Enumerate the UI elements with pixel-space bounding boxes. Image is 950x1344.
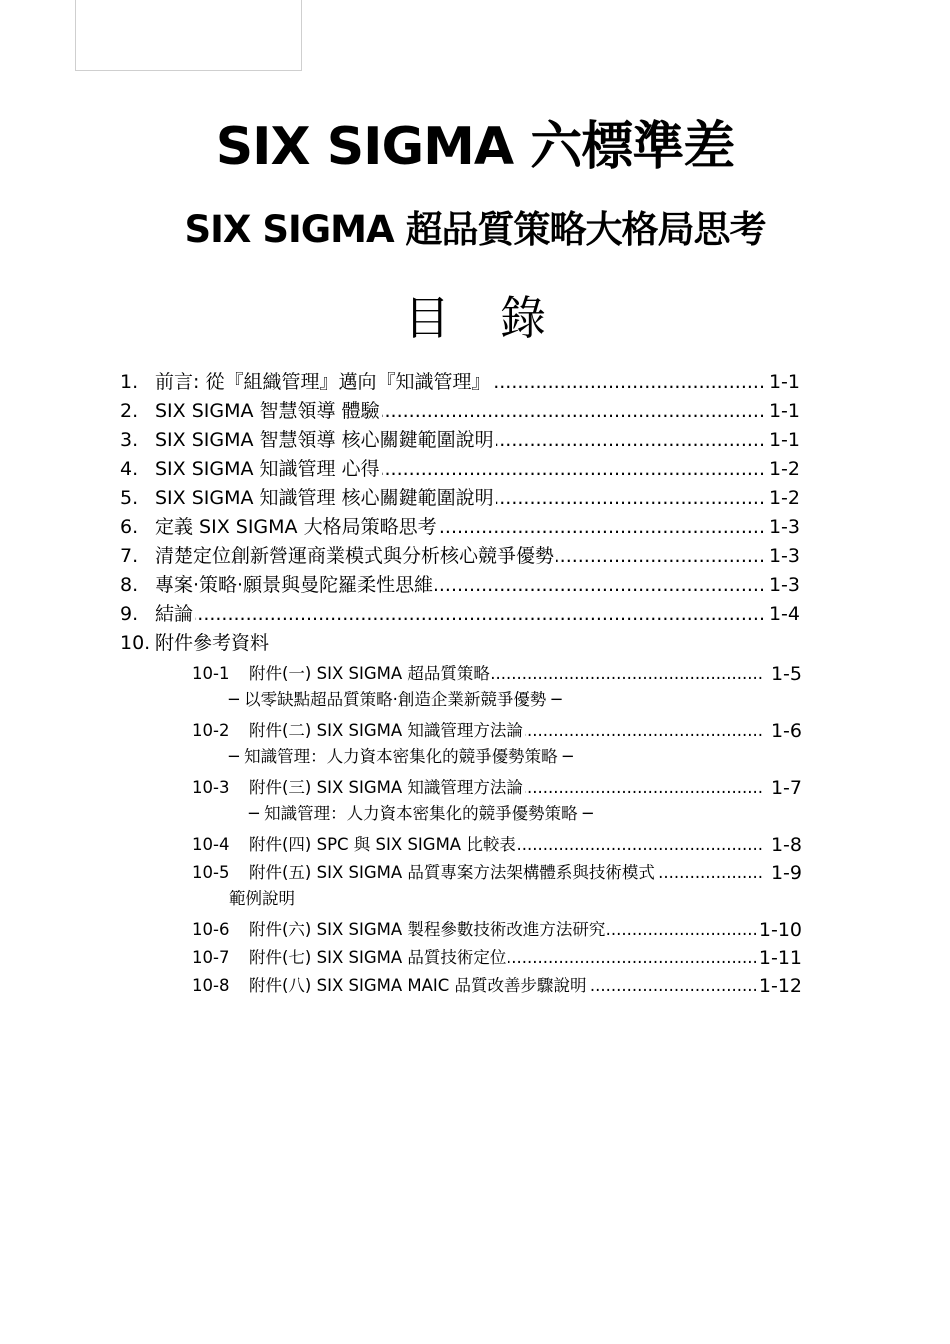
appendix-entry-page: 1-11 xyxy=(758,944,802,972)
toc-entry-title: 專案·策略·願景與曼陀羅柔性思維 xyxy=(155,571,435,600)
appendix-entry-subtitle: ─ 知識管理：人力資本密集化的競爭優勢策略 ─ xyxy=(249,804,593,823)
toc-entry[interactable] xyxy=(120,513,800,542)
appendix-entry-number: 10-7 xyxy=(192,948,230,967)
appendix-entry[interactable] xyxy=(192,660,802,688)
toc-entry-number: 3. xyxy=(120,429,139,451)
toc-entry-number: 9. xyxy=(120,603,139,625)
toc-entry-number: 1. xyxy=(120,371,139,393)
document-subtitle: SIX SIGMA 超品質策略大格局思考 xyxy=(184,208,766,251)
appendix-entry-subtitle: ─ 知識管理：人力資本密集化的競爭優勢策略 ─ xyxy=(229,747,573,766)
toc-entry-title: 附件參考資料 xyxy=(155,629,271,658)
appendix-entry-page: 1-9 xyxy=(770,859,802,887)
appendix-entry-page: 1-10 xyxy=(758,916,802,944)
appendix-entry-number: 10-4 xyxy=(192,835,230,854)
header-box xyxy=(75,0,302,71)
appendix-entry-title: 附件(三) SIX SIGMA 知識管理方法論 xyxy=(249,774,525,802)
appendix-entry[interactable] xyxy=(192,717,802,745)
toc-entry-title: 前言: 從『組織管理』邁向『知識管理』 xyxy=(155,368,492,397)
appendix-entry-number: 10-1 xyxy=(192,664,230,683)
appendix-entry-page: 1-8 xyxy=(770,831,802,859)
toc-entry-number: 2. xyxy=(120,400,139,422)
appendix-entry-page: 1-6 xyxy=(770,717,802,745)
toc-entry-page: 1-2 xyxy=(768,484,800,513)
appendix-entry-title: 附件(四) SPC 與 SIX SIGMA 比較表 xyxy=(249,831,518,859)
toc-entry[interactable] xyxy=(120,571,800,600)
toc-entry-number: 7. xyxy=(120,545,139,567)
toc-entry-page: 1-1 xyxy=(768,368,800,397)
appendix-entry-number: 10-2 xyxy=(192,721,230,740)
dot-leader xyxy=(155,600,764,629)
appendix-entry-title: 附件(二) SIX SIGMA 知識管理方法論 xyxy=(249,717,525,745)
toc-entry-page: 1-2 xyxy=(768,455,800,484)
appendix-entry-title: 附件(七) SIX SIGMA 品質技術定位 xyxy=(249,944,508,972)
toc-entry[interactable] xyxy=(120,455,800,484)
toc-entry[interactable] xyxy=(120,600,800,629)
toc-entry-title: SIX SIGMA 智慧領導 核心關鍵範圍說明 xyxy=(155,426,496,455)
toc-entry[interactable] xyxy=(120,484,800,513)
toc-entry-page: 1-1 xyxy=(768,397,800,426)
appendix-entry[interactable] xyxy=(192,944,802,972)
toc-heading xyxy=(0,282,950,348)
toc-heading-char-1: 目 xyxy=(404,291,450,345)
appendix-entry-page: 1-12 xyxy=(758,972,802,1000)
toc-heading-char-2: 錄 xyxy=(500,291,546,345)
appendix-entry-page: 1-5 xyxy=(770,660,802,688)
toc-entry-number: 5. xyxy=(120,487,139,509)
toc-entry-number: 6. xyxy=(120,516,139,538)
appendix-list xyxy=(192,660,802,1000)
appendix-entry-page: 1-7 xyxy=(770,774,802,802)
toc-entry-page: 1-3 xyxy=(768,542,800,571)
toc-entry[interactable] xyxy=(120,368,800,397)
appendix-entry-title: 附件(八) SIX SIGMA MAIC 品質改善步驟說明 xyxy=(249,972,589,1000)
toc-entry-title: SIX SIGMA 知識管理 核心關鍵範圍說明 xyxy=(155,484,496,513)
appendix-entry-subtitle: 範例說明 xyxy=(229,889,295,908)
toc-entry[interactable] xyxy=(120,397,800,426)
appendix-entry-number: 10-5 xyxy=(192,863,230,882)
toc-entry-page: 1-3 xyxy=(768,571,800,600)
toc-entry-page: 1-4 xyxy=(768,600,800,629)
toc-entry-page: 1-1 xyxy=(768,426,800,455)
appendix-entry-title: 附件(一) SIX SIGMA 超品質策略 xyxy=(249,660,492,688)
toc-entry-title: SIX SIGMA 知識管理 心得 xyxy=(155,455,382,484)
appendix-entry-title: 附件(六) SIX SIGMA 製程參數技術改進方法研究 xyxy=(249,916,607,944)
appendix-entry[interactable] xyxy=(192,774,802,802)
appendix-entry[interactable] xyxy=(192,831,802,859)
toc-entry-number: 4. xyxy=(120,458,139,480)
toc-entry-number: 8. xyxy=(120,574,139,596)
appendix-entry-number: 10-6 xyxy=(192,920,230,939)
appendix-entry[interactable] xyxy=(192,859,802,887)
appendix-entry[interactable] xyxy=(192,916,802,944)
appendix-entry[interactable] xyxy=(192,972,802,1000)
appendix-entry-subtitle: ─ 以零缺點超品質策略·創造企業新競爭優勢 ─ xyxy=(229,690,562,709)
toc-entry-title: SIX SIGMA 智慧領導 體驗 xyxy=(155,397,382,426)
toc-entry[interactable] xyxy=(120,426,800,455)
appendix-entry-title: 附件(五) SIX SIGMA 品質專案方法架構體系與技術模式 xyxy=(249,859,657,887)
toc-entry-page: 1-3 xyxy=(768,513,800,542)
document-title: SIX SIGMA 六標準差 xyxy=(215,117,735,177)
toc-entry[interactable] xyxy=(120,542,800,571)
appendix-entry-number: 10-3 xyxy=(192,778,230,797)
toc-entry-title: 定義 SIX SIGMA 大格局策略思考 xyxy=(155,513,439,542)
toc-entry-number: 10. xyxy=(120,632,151,654)
appendix-entry-number: 10-8 xyxy=(192,976,230,995)
table-of-contents xyxy=(120,368,800,658)
toc-entry-title: 結論 xyxy=(155,600,195,629)
toc-entry[interactable] xyxy=(120,629,800,658)
toc-entry-title: 清楚定位創新營運商業模式與分析核心競爭優勢 xyxy=(155,542,556,571)
